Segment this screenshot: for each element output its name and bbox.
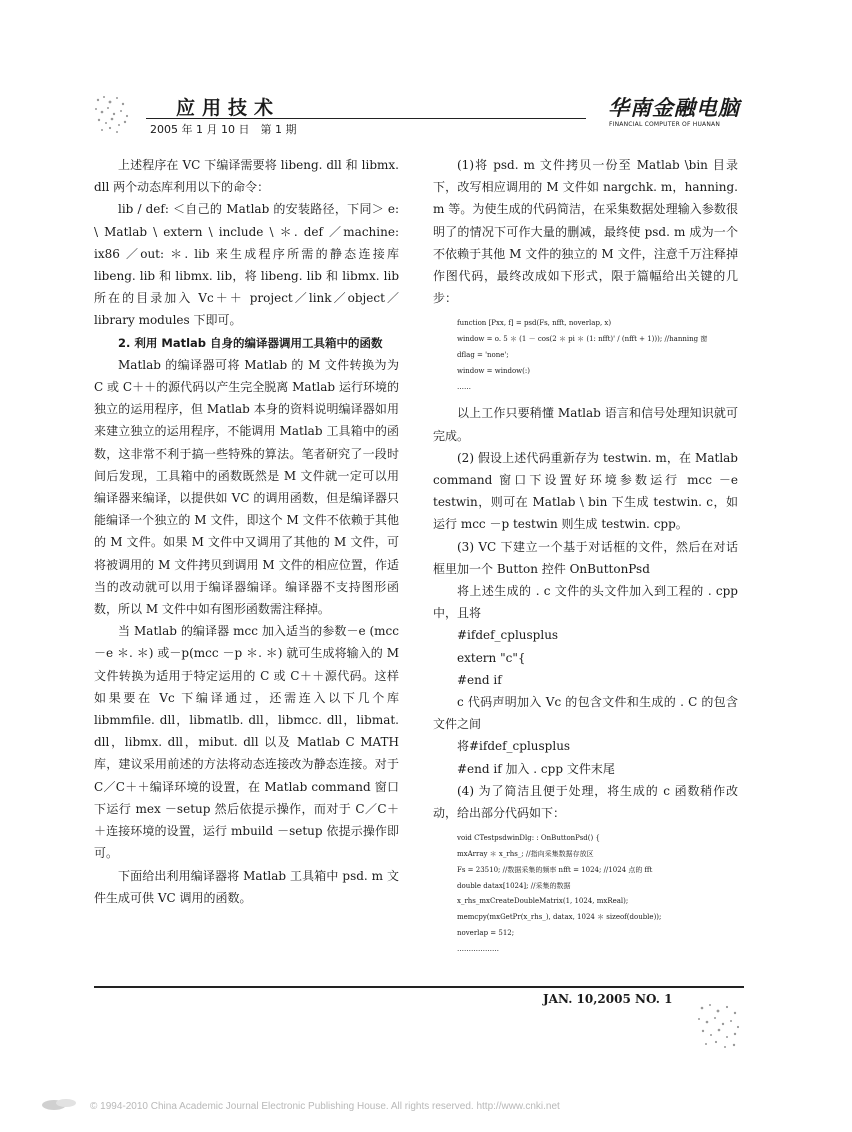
footer-issue: JAN. 10,2005 NO. 1 [543, 992, 673, 1006]
paragraph: lib / def: ＜自己的 Matlab 的安装路径，下同＞ e: \ Matlab \ extern \ include \ ＊. def ／machine: ix86 ／out: ＊. lib 来生成程序所需的静态连接库 libeng. lib 和 libmx. lib，将 libeng. lib 和 libmx. lib 所在的目录加入 Vc＋＋ project／link／object／library modules 下即可。 [94, 202, 399, 328]
code-line: dflag = 'none'; [457, 351, 509, 360]
paragraph: 将#ifdef_cplusplus [457, 739, 571, 754]
code-line: ……………… [457, 944, 499, 953]
paragraph: extern "c"{ [457, 650, 526, 665]
code-line: x_rhs_mxCreateDoubleMatrix(1, 1024, mxReal); [457, 897, 629, 906]
paragraph: 上述程序在 VC 下编译需要将 libeng. dll 和 libmx. dll 两个动态库利用以下的命令： [94, 158, 399, 195]
paragraph: #ifdef_cplusplus [457, 628, 559, 643]
code-line: function [Pxx, f] = psd(Fs, nfft, noverlap, x) [457, 319, 612, 328]
paragraph: (1)将 psd. m 文件拷贝一份至 Matlab \bin 目录下，改写相应调用的 M 文件如 nargchk. m，hanning. m 等。为使生成的代码简洁，在采集数据处理输入参数很明了的情况下可作大量的删减，最终使 psd. m 成为一个不依赖于其他 M 文件的独立的 M 文件，注意千万注释掉作图代码，最终改成如下形式，限于篇幅给出关键的几步： [433, 158, 738, 306]
copyright-line: © 1994-2010 China Academic Journal Electronic Publishing House. All rights reserved. http://www.cnki.net [90, 1101, 560, 1112]
paragraph: #end if 加入 . cpp 文件末尾 [457, 761, 615, 776]
code-line: mxArray ＊ x_rhs_; //指向采集数据存放区 [457, 850, 594, 859]
journal-logo: 华南金融电脑 [608, 95, 740, 120]
code-line: double datax[1024]; //采集的数据 [457, 881, 571, 890]
code-block-onbuttonpsd [433, 831, 738, 957]
left-column [94, 154, 399, 909]
paragraph: 2. 利用 Matlab 自身的编译器调用工具箱中的函数 [118, 335, 383, 350]
section-title: 应用技术 [176, 97, 281, 119]
code-block-psd [433, 316, 738, 395]
code-line: memcpy(mxGetPr(x_rhs_), datax, 1024 ＊ sizeof(double)); [457, 913, 662, 922]
paragraph: (2) 假设上述代码重新存为 testwin. m，在 Matlab command 窗口下设置好环境参数运行 mcc －e testwin，则可在 Matlab \ bin 下生成 testwin. c，如运行 mcc －p testwin 则生成 testwin. cpp。 [433, 450, 738, 532]
cnki-logo-icon [40, 1096, 86, 1112]
paragraph: (3) VC 下建立一个基于对话框的文件，然后在对话框里加一个 Button 控件 OnButtonPsd [433, 539, 738, 576]
right-column-text-b [433, 402, 738, 824]
paragraph: 当 Matlab 的编译器 mcc 加入适当的参数－e (mcc －e ＊. ＊) 或－p(mcc －p ＊. ＊) 就可生成将输入的 M 文件转换为适用于特定运用的 C 或 C＋＋源代码。这样如果要在 Vc 下编译通过，还需连入以下几个库 libmmfile. dll，libmatlb. dll，libmcc. dll，libmat. dll，libmx. dll，mibut. dll 以及 Matlab C MATH 库，建议采用前述的方法将动态连接改为静态连接。对于 C／C＋＋编译环境的设置，在 Matlab command 窗口下运行 mex －setup 然后依提示操作，而对于 C／C＋＋连接环境的设置，运行 mbuild －setup 依提示操作即可。 [94, 624, 399, 861]
right-column [433, 154, 738, 965]
header-rule [146, 118, 586, 119]
code-line: window = o. 5 ＊ (1 － cos(2 ＊ pi ＊ (1: nfft)' / (nfft + 1))); //hanning 窗 [457, 335, 708, 344]
paragraph: c 代码声明加入 Vc 的包含文件和生成的 . C 的包含文件之间 [433, 695, 738, 732]
code-line: …… [457, 382, 471, 391]
paragraph: 以上工作只要稍懂 Matlab 语言和信号处理知识就可完成。 [433, 406, 738, 443]
paragraph: 将上述生成的 . c 文件的头文件加入到工程的 . cpp 中，且将 [433, 584, 738, 621]
code-line: window = window(:) [457, 366, 530, 375]
paragraph: 下面给出利用编译器将 Matlab 工具箱中 psd. m 文件生成可供 VC 调用的函数。 [94, 868, 399, 905]
header-decoration-pattern [92, 92, 132, 134]
paragraph: Matlab 的编译器可将 Matlab 的 M 文件转换为为 C 或 C＋＋的源代码以产生完全脱离 Matlab 运行环境的独立的运用程序，但 Matlab 本身的资料说明编译器如用来建立独立的运用程序，不能调用 Matlab 工具箱中的函数，这非常不利于搞一些特殊的算法。笔者研究了一段时间后发现，工具箱中的函数既然是 M 文件就一定可以用编译器来编译，以提供如 VC 的调用函数，但是编译器只能编译一个独立的 M 文件，即这个 M 文件不依赖于其他的 M 文件。如果 M 文件中又调用了其他的 M 文件，可将被调用的 M 文件拷贝到调用 M 文件的相应位置，作适当的改动就可以用于编译器编译。编译器不支持图形函数，所以 M 文件中如有图形函数需注释掉。 [94, 357, 399, 617]
journal-logo-english: FINANCIAL COMPUTER OF HUANAN [609, 121, 721, 128]
issue-date: 2005 年 1 月 10 日 第 1 期 [150, 123, 297, 136]
right-column-text-a [433, 154, 738, 309]
paragraph: (4) 为了简洁且便于处理，将生成的 c 函数稍作改动，给出部分代码如下： [433, 783, 738, 821]
footer-decoration-pattern [694, 1000, 742, 1052]
code-line: Fs = 23510; //数据采集的频率 nfft = 1024; //1024 点的 fft [457, 865, 653, 874]
footer-rule [94, 986, 744, 988]
code-line: void CTestpsdwinDlg: : OnButtonPsd() { [457, 834, 600, 843]
code-line: noverlap = 512; [457, 929, 515, 938]
paragraph: #end if [457, 672, 502, 687]
